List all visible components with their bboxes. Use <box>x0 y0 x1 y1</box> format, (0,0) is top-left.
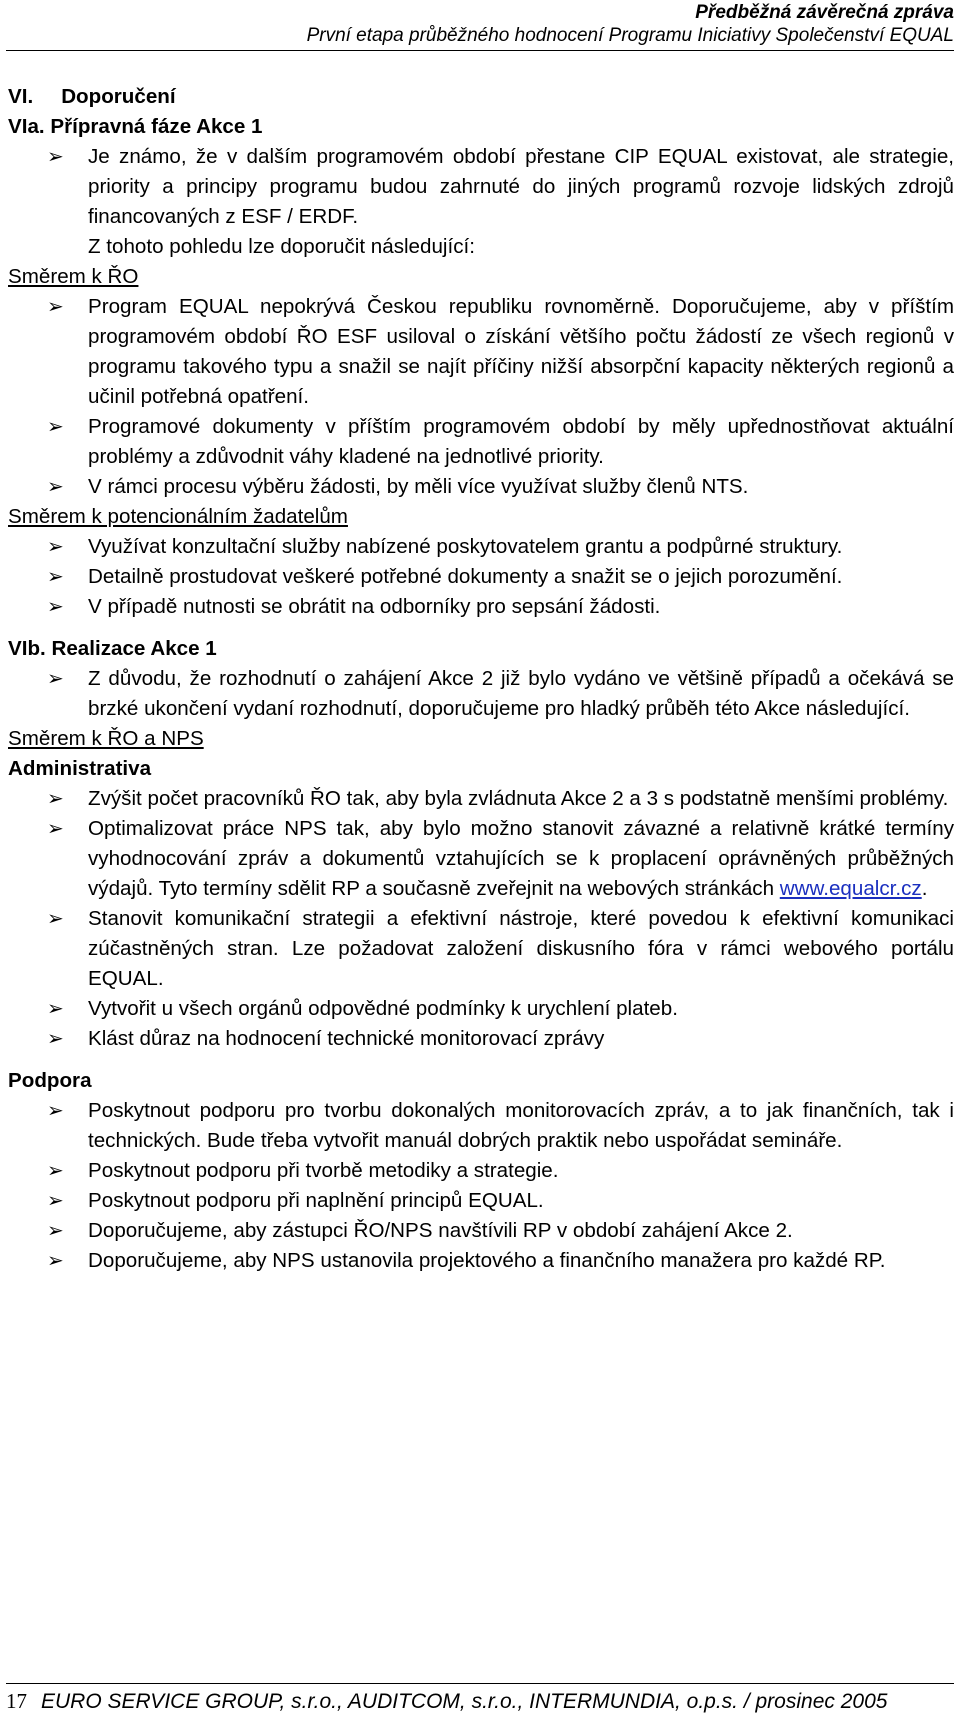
footer-companies: EURO SERVICE GROUP, s.r.o., AUDITCOM, s.r.o., INTERMUNDIA, o.p.s. / prosinec 2005 <box>41 1690 888 1713</box>
arrow-bullet-icon: ➢ <box>47 296 64 318</box>
arrow-bullet-icon: ➢ <box>47 1028 64 1050</box>
list-item <box>8 592 954 622</box>
arrow-bullet-icon: ➢ <box>47 536 64 558</box>
list-item-text: Z důvodu, že rozhodnutí o zahájení Akce 2 již bylo vydáno ve většině případů a očekává se brzké ukončení vydaní rozhodnutí, doporučujeme pro hladký průběh této Akce následující. <box>88 667 954 720</box>
list-item-text: Klást důraz na hodnocení technické monitorovací zprávy <box>88 1027 605 1050</box>
arrow-bullet-icon: ➢ <box>47 1220 64 1242</box>
list-item <box>8 1024 954 1054</box>
list-item <box>8 292 954 412</box>
section-number: VI. <box>8 85 34 108</box>
group-heading-applicants: Směrem k potencionálním žadatelům <box>8 505 348 528</box>
list-item <box>8 1156 954 1186</box>
spacer <box>8 622 954 634</box>
list-item-text: Doporučujeme, aby zástupci ŘO/NPS navštívili RP v období zahájení Akce 2. <box>88 1219 793 1242</box>
list-item <box>8 412 954 472</box>
list-item <box>8 1186 954 1216</box>
group-heading-ro-nps: Směrem k ŘO a NPS <box>8 727 204 750</box>
list-item-text: Poskytnout podporu při tvorbě metodiky a strategie. <box>88 1159 559 1182</box>
support-heading: Podpora <box>8 1069 92 1092</box>
group2-list <box>8 532 954 622</box>
list-item <box>8 472 954 502</box>
footer-divider <box>6 1683 954 1684</box>
list-item <box>8 142 954 232</box>
list-item-text: V případě nutnosti se obrátit na odborníky pro sepsání žádosti. <box>88 595 661 618</box>
section-heading <box>8 82 954 112</box>
list-item-text: Stanovit komunikační strategii a efektivní nástroje, které povedou k efektivní komunikaci zúčastněných stran. Lze požadovat založení diskusního fóra v rámci webového portálu EQUAL. <box>88 907 954 990</box>
arrow-bullet-icon: ➢ <box>47 1100 64 1122</box>
list-item <box>8 814 954 904</box>
arrow-bullet-icon: ➢ <box>47 818 64 840</box>
list-item-text: Programové dokumenty v příštím programovém období by měly upřednostňovat aktuální problémy a zdůvodnit váhy kladené na jednotlivé priority. <box>88 415 954 468</box>
website-link[interactable]: www.equalcr.cz <box>779 877 922 900</box>
arrow-bullet-icon: ➢ <box>47 416 64 438</box>
list-item-text: V rámci procesu výběru žádosti, by měli více využívat služby členů NTS. <box>88 475 749 498</box>
arrow-bullet-icon: ➢ <box>47 1250 64 1272</box>
intro-text: Je známo, že v dalším programovém období přestane CIP EQUAL existovat, ale strategie, priority a principy programu budou zahrnuté do jiných programů rozvoje lidských zdrojů financovaných z ESF / ERDF. <box>88 145 954 228</box>
admin-heading: Administrativa <box>8 757 152 780</box>
group-heading-ro: Směrem k ŘO <box>8 265 139 288</box>
page-footer <box>6 1688 954 1715</box>
arrow-bullet-icon: ➢ <box>47 476 64 498</box>
section-title: Doporučení <box>61 85 176 108</box>
list-item-text: Doporučujeme, aby NPS ustanovila projektového a finančního manažera pro každé RP. <box>88 1249 886 1272</box>
arrow-bullet-icon: ➢ <box>47 1190 64 1212</box>
list-item-text: Poskytnout podporu při naplnění principů EQUAL. <box>88 1189 544 1212</box>
header-divider <box>6 50 954 51</box>
list-item-text: Vytvořit u všech orgánů odpovědné podmínky k urychlení plateb. <box>88 997 678 1020</box>
arrow-bullet-icon: ➢ <box>47 998 64 1020</box>
group1-list <box>8 292 954 502</box>
list-item <box>8 994 954 1024</box>
arrow-bullet-icon: ➢ <box>47 1160 64 1182</box>
support-list <box>8 1096 954 1276</box>
list-item <box>8 532 954 562</box>
arrow-bullet-icon: ➢ <box>47 596 64 618</box>
list-item-end: . <box>921 877 928 900</box>
page-number: 17 <box>6 1689 27 1713</box>
list-item-text: Zvýšit počet pracovníků ŘO tak, aby byla zvládnuta Akce 2 a 3 s podstatně menšími problémy. <box>88 787 949 810</box>
subsection-a-heading: VIa. Přípravná fáze Akce 1 <box>8 115 263 138</box>
list-item-text: Využívat konzultační služby nabízené poskytovatelem grantu a podpůrné struktury. <box>88 535 843 558</box>
list-item-text: Optimalizovat práce NPS tak, aby bylo možno stanovit závazné a relativně krátké termíny vyhodnocování zpráv a dokumentů vztahujících se k proplacení oprávněných průběžných výdajů. Tyto termíny sdělit RP a současně zveřejnit na webových stránkách <box>88 817 954 900</box>
report-subtitle: První etapa průběžného hodnocení Programu Iniciativy Společenství EQUAL <box>306 25 954 46</box>
page-header <box>307 2 954 47</box>
document-body <box>8 82 954 1276</box>
list-item <box>8 904 954 994</box>
subsection-b-heading: VIb. Realizace Akce 1 <box>8 637 217 660</box>
list-item <box>8 1246 954 1276</box>
intro-followup: Z tohoto pohledu lze doporučit následující: <box>88 235 475 258</box>
list-item-text: Detailně prostudovat veškeré potřebné dokumenty a snažit se o jejich porozumění. <box>88 565 843 588</box>
list-item-text: Poskytnout podporu pro tvorbu dokonalých monitorovacích zpráv, a to jak finančních, tak i technických. Bude třeba vytvořit manuál dobrých praktik nebo uspořádat semináře. <box>88 1099 954 1152</box>
list-item <box>8 1096 954 1156</box>
arrow-bullet-icon: ➢ <box>47 788 64 810</box>
spacer <box>8 1054 954 1066</box>
arrow-bullet-icon: ➢ <box>47 146 64 168</box>
admin-list <box>8 784 954 1054</box>
list-item <box>8 562 954 592</box>
list-item-text: Program EQUAL nepokrývá Českou republiku rovnoměrně. Doporučujeme, aby v příštím programovém období ŘO ESF usiloval o získání většího počtu žádostí ze všech regionů v programu takového typu a snažil se najít příčiny nižší absorpční kapacity některých regionů a učinil potřebná opatření. <box>88 295 954 408</box>
report-title: Předběžná závěrečná zpráva <box>695 2 954 23</box>
arrow-bullet-icon: ➢ <box>47 566 64 588</box>
arrow-bullet-icon: ➢ <box>47 668 64 690</box>
list-item <box>8 664 954 724</box>
list-item <box>8 784 954 814</box>
list-item <box>8 1216 954 1246</box>
arrow-bullet-icon: ➢ <box>47 908 64 930</box>
